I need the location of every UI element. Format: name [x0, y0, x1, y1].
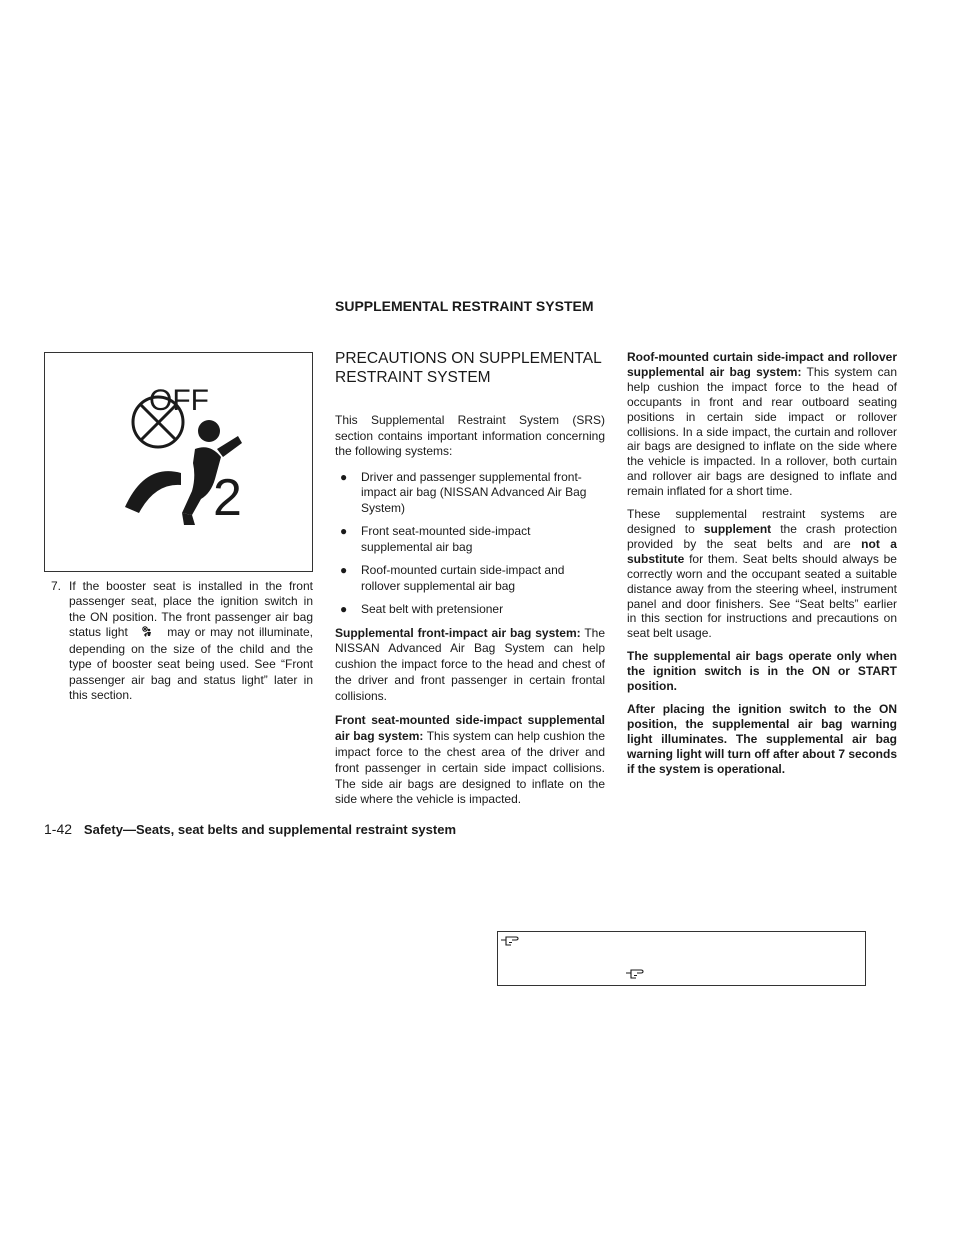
- systems-list: [335, 470, 605, 618]
- item-text-part1: If the booster seat is installed in the front passenger seat, place the ignition switch in the ON position. The front passenger air bag status light: [69, 579, 313, 639]
- supplement-emphasis: supplement: [703, 521, 772, 536]
- item-text-part2: may or may not illuminate, depending on the size of the child and the type of booster seat being used. See “Front passenger air bag and status light” later in this section.: [69, 624, 313, 703]
- bullet-icon: ●: [340, 469, 348, 484]
- subsection-title: PRECAUTIONS ON SUPPLEMENTAL RESTRAINT SYSTEM: [335, 350, 602, 386]
- pointing-hand-icon: [625, 966, 645, 985]
- page-number: 1-42: [44, 821, 73, 837]
- side-impact-paragraph: [335, 713, 605, 808]
- booster-seat-item: [44, 579, 313, 703]
- pointing-hand-icon: [500, 933, 520, 952]
- middle-column-body: [335, 413, 605, 808]
- side-impact-heading: Front seat-mounted side-impact supplemental air bag system:: [335, 713, 605, 744]
- seat-number-label: 2: [213, 469, 242, 527]
- front-impact-paragraph: [335, 626, 605, 705]
- chapter-title: Safety—Seats, seat belts and supplemental restraint system: [83, 822, 457, 837]
- airbag-status-icon: [133, 626, 163, 642]
- item-text: [69, 579, 313, 703]
- list-item: ● Front seat-mounted side-impact supplemental air bag: [340, 524, 531, 554]
- intro-paragraph: This Supplemental Restraint System (SRS) section contains important information concerning the following systems:: [335, 413, 605, 458]
- not-substitute-emphasis: not a substitute: [627, 536, 897, 566]
- curtain-paragraph: [627, 350, 897, 499]
- section-title: SUPPLEMENTAL RESTRAINT SYSTEM: [335, 298, 594, 314]
- list-item: ● Seat belt with pretensioner: [340, 602, 504, 616]
- warning-light-paragraph: After placing the ignition switch to the ON position, the supplemental air bag warning light illuminates. The supplemental air bag warning light will turn off after about 7 seconds if the system is operational.: [627, 701, 898, 776]
- off-label: OFF: [149, 384, 209, 417]
- bullet-icon: ●: [340, 602, 348, 616]
- front-impact-text: The NISSAN Advanced Air Bag System can help cushion the impact force to the head and chest of the driver and front passenger in certain frontal collisions.: [335, 625, 605, 703]
- side-impact-text: This system can help cushion the impact force to the chest area of the driver and front passenger in certain side impact collisions. The side air bags are designed to inflate on the side where the vehicle is impacted.: [335, 729, 605, 807]
- front-impact-heading: Supplemental front-impact air bag system:: [335, 625, 581, 640]
- list-item: ● Roof-mounted curtain side-impact and rollover supplemental air bag: [340, 563, 565, 593]
- page-footer: [44, 821, 456, 838]
- reference-box: [497, 931, 866, 986]
- bullet-icon: ●: [340, 563, 348, 577]
- right-column-body: [627, 350, 897, 776]
- supplement-paragraph: These supplemental restraint systems are designed to supplement the crash protection provided by the seat belts and are not a substitute for them. Seat belts should always be correctly worn and the occupant seated a suitable distance away from the steering wheel, instrument panel and door finishers. See “Seat belts” earlier in this section for instructions and precautions on seat belt usage.: [627, 507, 897, 641]
- airbag-off-illustration: [45, 353, 312, 571]
- airbag-off-figure: [44, 352, 313, 572]
- list-item: ● Driver and passenger supplemental front-impact air bag (NISSAN Advanced Air Bag System): [340, 469, 587, 515]
- curtain-text: This system can help cushion the impact force to the head of occupants in front and rear outboard seating positions in certain side impact or rollover collisions. In a side impact, the curtain and rollover air bags are designed to inflate on the side where the vehicle is impacted. In a rollover, both curtain and rollover air bags are designed to inflate and remain inflated for a short time.: [627, 364, 897, 499]
- curtain-heading: Roof-mounted curtain side-impact and rollover supplemental air bag system:: [627, 350, 897, 379]
- operation-warning: The supplemental air bags operate only when the ignition switch is in the ON or START position.: [627, 649, 897, 694]
- bullet-icon: ●: [340, 524, 348, 538]
- item-number: 7.: [51, 579, 62, 593]
